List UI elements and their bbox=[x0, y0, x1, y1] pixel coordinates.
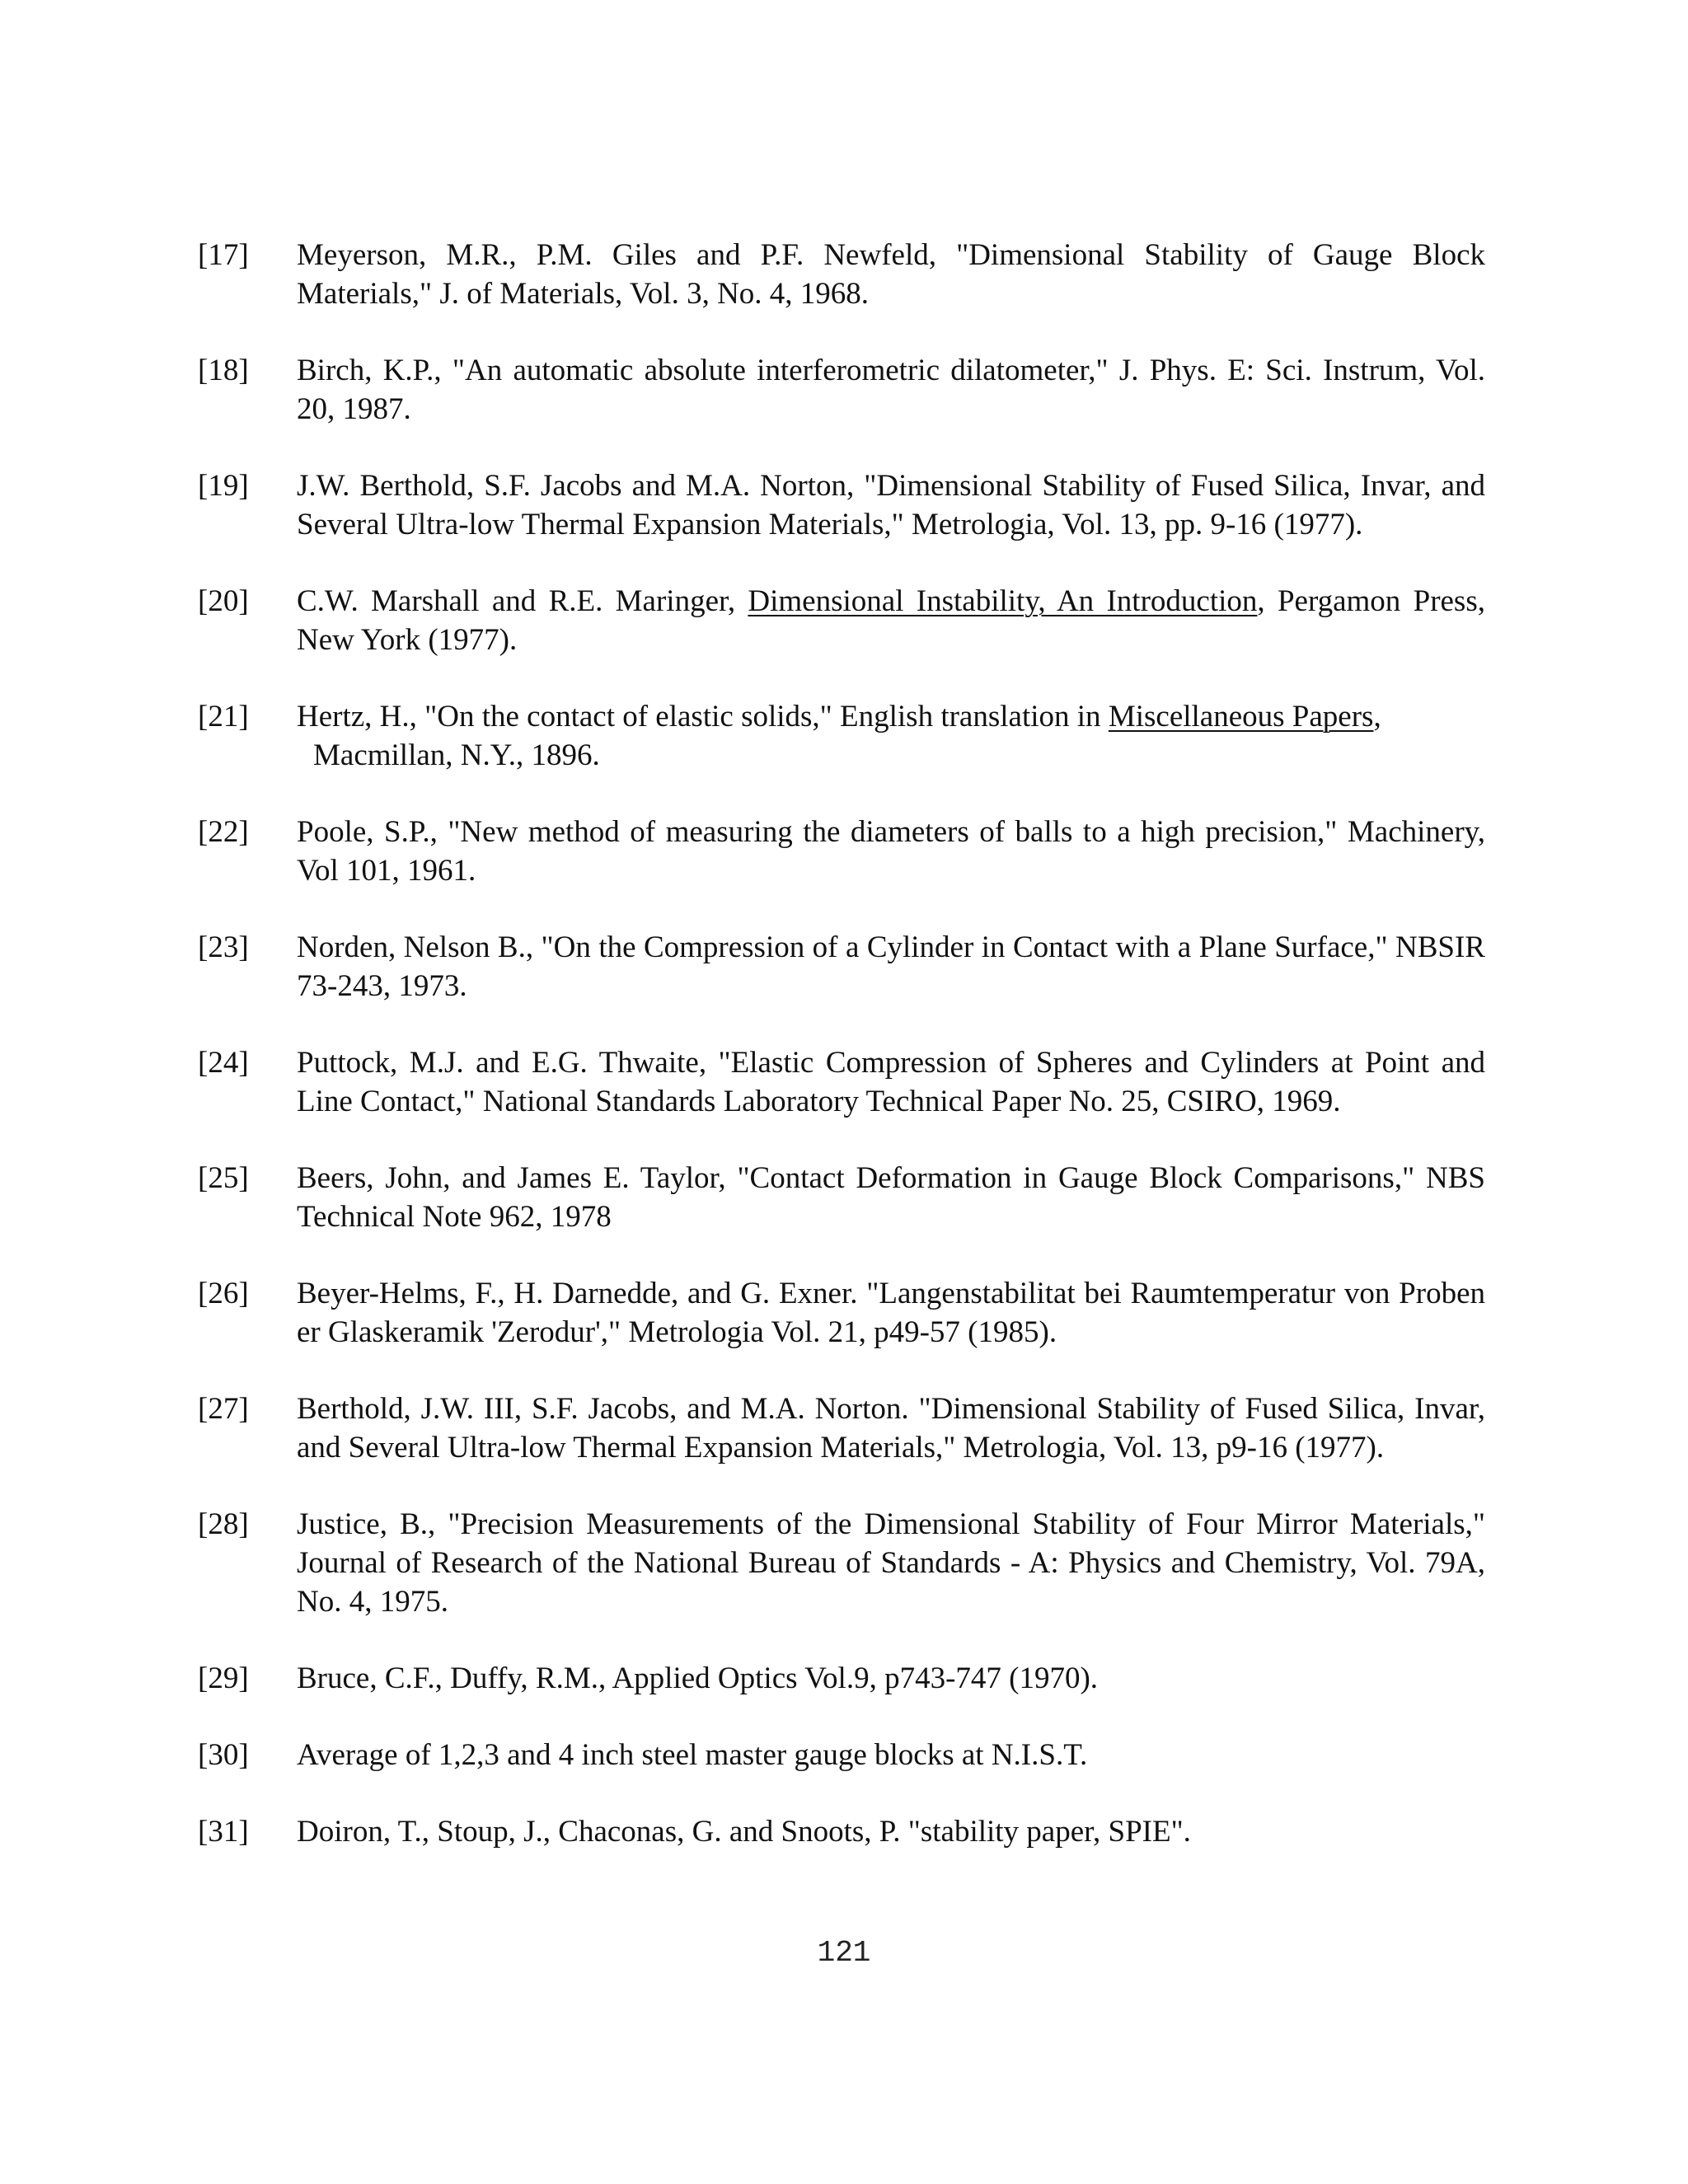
reference-number: [29] bbox=[198, 1661, 249, 1695]
reference-title-underlined: Miscellaneous Papers bbox=[1108, 700, 1374, 733]
page-number: 121 bbox=[817, 1936, 871, 1970]
reference-text bbox=[297, 928, 1485, 1005]
reference-text-segment: J.W. Berthold, S.F. Jacobs and M.A. Norton, "Dimensional Stability of Fused Silica, Invar, and Several Ultra-low Thermal Expansion Materials," Metrologia, Vol. 13, pp. 9-16 (1977). bbox=[297, 469, 1485, 541]
reference-number: [25] bbox=[198, 1161, 249, 1195]
reference-item bbox=[198, 1390, 1485, 1467]
reference-text-segment: Meyerson, M.R., P.M. Giles and P.F. Newfeld, "Dimensional Stability of Gauge Block Materials," J. of Materials, Vol. 3, No. 4, 1968. bbox=[297, 238, 1485, 311]
reference-text bbox=[297, 1043, 1485, 1121]
reference-text bbox=[297, 1274, 1485, 1352]
reference-number: [24] bbox=[198, 1046, 249, 1080]
reference-item bbox=[198, 813, 1485, 890]
reference-text-segment: Norden, Nelson B., "On the Compression of a Cylinder in Contact with a Plane Surface," NBSIR 73-243, 1973. bbox=[297, 930, 1485, 1003]
reference-text bbox=[297, 1390, 1485, 1467]
reference-text bbox=[297, 697, 1485, 775]
reference-item bbox=[198, 1274, 1485, 1352]
reference-text bbox=[297, 1505, 1485, 1621]
reference-item bbox=[198, 697, 1485, 775]
reference-text bbox=[297, 1812, 1485, 1851]
reference-text bbox=[297, 1736, 1485, 1774]
reference-text-segment: Justice, B., "Precision Measurements of the Dimensional Stability of Four Mirror Materials," Journal of Research of the National Bureau of Standards - A: Physics and Chemistry, Vol. 79A, No. 4, 1975. bbox=[297, 1507, 1485, 1619]
reference-text-segment: C.W. Marshall and R.E. Maringer, bbox=[297, 584, 748, 618]
reference-item bbox=[198, 928, 1485, 1005]
reference-item bbox=[198, 1736, 1485, 1774]
reference-number: [18] bbox=[198, 354, 249, 387]
reference-number: [27] bbox=[198, 1392, 249, 1426]
reference-text bbox=[297, 351, 1485, 429]
reference-list bbox=[198, 236, 1485, 1889]
reference-text-segment: , bbox=[1373, 700, 1381, 733]
reference-item bbox=[198, 1659, 1485, 1698]
reference-text bbox=[297, 236, 1485, 313]
reference-number: [26] bbox=[198, 1277, 249, 1310]
reference-item bbox=[198, 1043, 1485, 1121]
reference-item bbox=[198, 1812, 1485, 1851]
reference-number: [22] bbox=[198, 815, 249, 849]
reference-item bbox=[198, 1505, 1485, 1621]
reference-text bbox=[297, 813, 1485, 890]
reference-text-segment: Berthold, J.W. III, S.F. Jacobs, and M.A. Norton. "Dimensional Stability of Fused Silica, Invar, and Several Ultra-low Thermal Expansion Materials," Metrologia, Vol. 13, p9-16 (1977). bbox=[297, 1392, 1485, 1465]
reference-number: [17] bbox=[198, 238, 249, 272]
reference-number: [19] bbox=[198, 469, 249, 503]
reference-number: [28] bbox=[198, 1507, 249, 1541]
reference-text-segment: Bruce, C.F., Duffy, R.M., Applied Optics Vol.9, p743-747 (1970). bbox=[297, 1661, 1099, 1695]
reference-text bbox=[297, 466, 1485, 544]
reference-title-underlined: Dimensional Instability, An Introduction bbox=[748, 584, 1258, 618]
reference-text-segment: Macmillan, N.Y., 1896. bbox=[313, 738, 600, 772]
reference-item bbox=[198, 236, 1485, 313]
reference-number: [20] bbox=[198, 584, 249, 618]
reference-text-segment: Doiron, T., Stoup, J., Chaconas, G. and Snoots, P. "stability paper, SPIE". bbox=[297, 1815, 1191, 1849]
reference-text-segment: Poole, S.P., "New method of measuring the diameters of balls to a high precision," Machinery, Vol 101, 1961. bbox=[297, 815, 1485, 888]
reference-number: [21] bbox=[198, 700, 249, 733]
reference-item bbox=[198, 351, 1485, 429]
reference-item bbox=[198, 582, 1485, 659]
reference-text-segment: , Pergamon Press, New York (1977). bbox=[297, 584, 1485, 657]
reference-item bbox=[198, 466, 1485, 544]
reference-text-segment: Beers, John, and James E. Taylor, "Contact Deformation in Gauge Block Comparisons," NBS Technical Note 962, 1978 bbox=[297, 1161, 1485, 1234]
reference-text-segment: Birch, K.P., "An automatic absolute interferometric dilatometer," J. Phys. E: Sci. Instrum, Vol. 20, 1987. bbox=[297, 354, 1485, 426]
reference-number: [31] bbox=[198, 1815, 249, 1849]
reference-text-segment: Beyer-Helms, F., H. Darnedde, and G. Exner. "Langenstabilitat bei Raumtemperatur von Proben er Glaskeramik 'Zerodur'," Metrologia Vol. 21, p49-57 (1985). bbox=[297, 1277, 1485, 1349]
reference-text bbox=[297, 1659, 1485, 1698]
reference-text-segment: Average of 1,2,3 and 4 inch steel master gauge blocks at N.I.S.T. bbox=[297, 1738, 1088, 1772]
reference-text-segment: Puttock, M.J. and E.G. Thwaite, "Elastic Compression of Spheres and Cylinders at Point and Line Contact," National Standards Laboratory Technical Paper No. 25, CSIRO, 1969. bbox=[297, 1046, 1485, 1118]
reference-item bbox=[198, 1159, 1485, 1236]
reference-text-segment: Hertz, H., "On the contact of elastic solids," English translation in bbox=[297, 700, 1109, 733]
reference-text bbox=[297, 1159, 1485, 1236]
reference-number: [30] bbox=[198, 1738, 249, 1772]
reference-text bbox=[297, 582, 1485, 659]
reference-number: [23] bbox=[198, 930, 249, 964]
